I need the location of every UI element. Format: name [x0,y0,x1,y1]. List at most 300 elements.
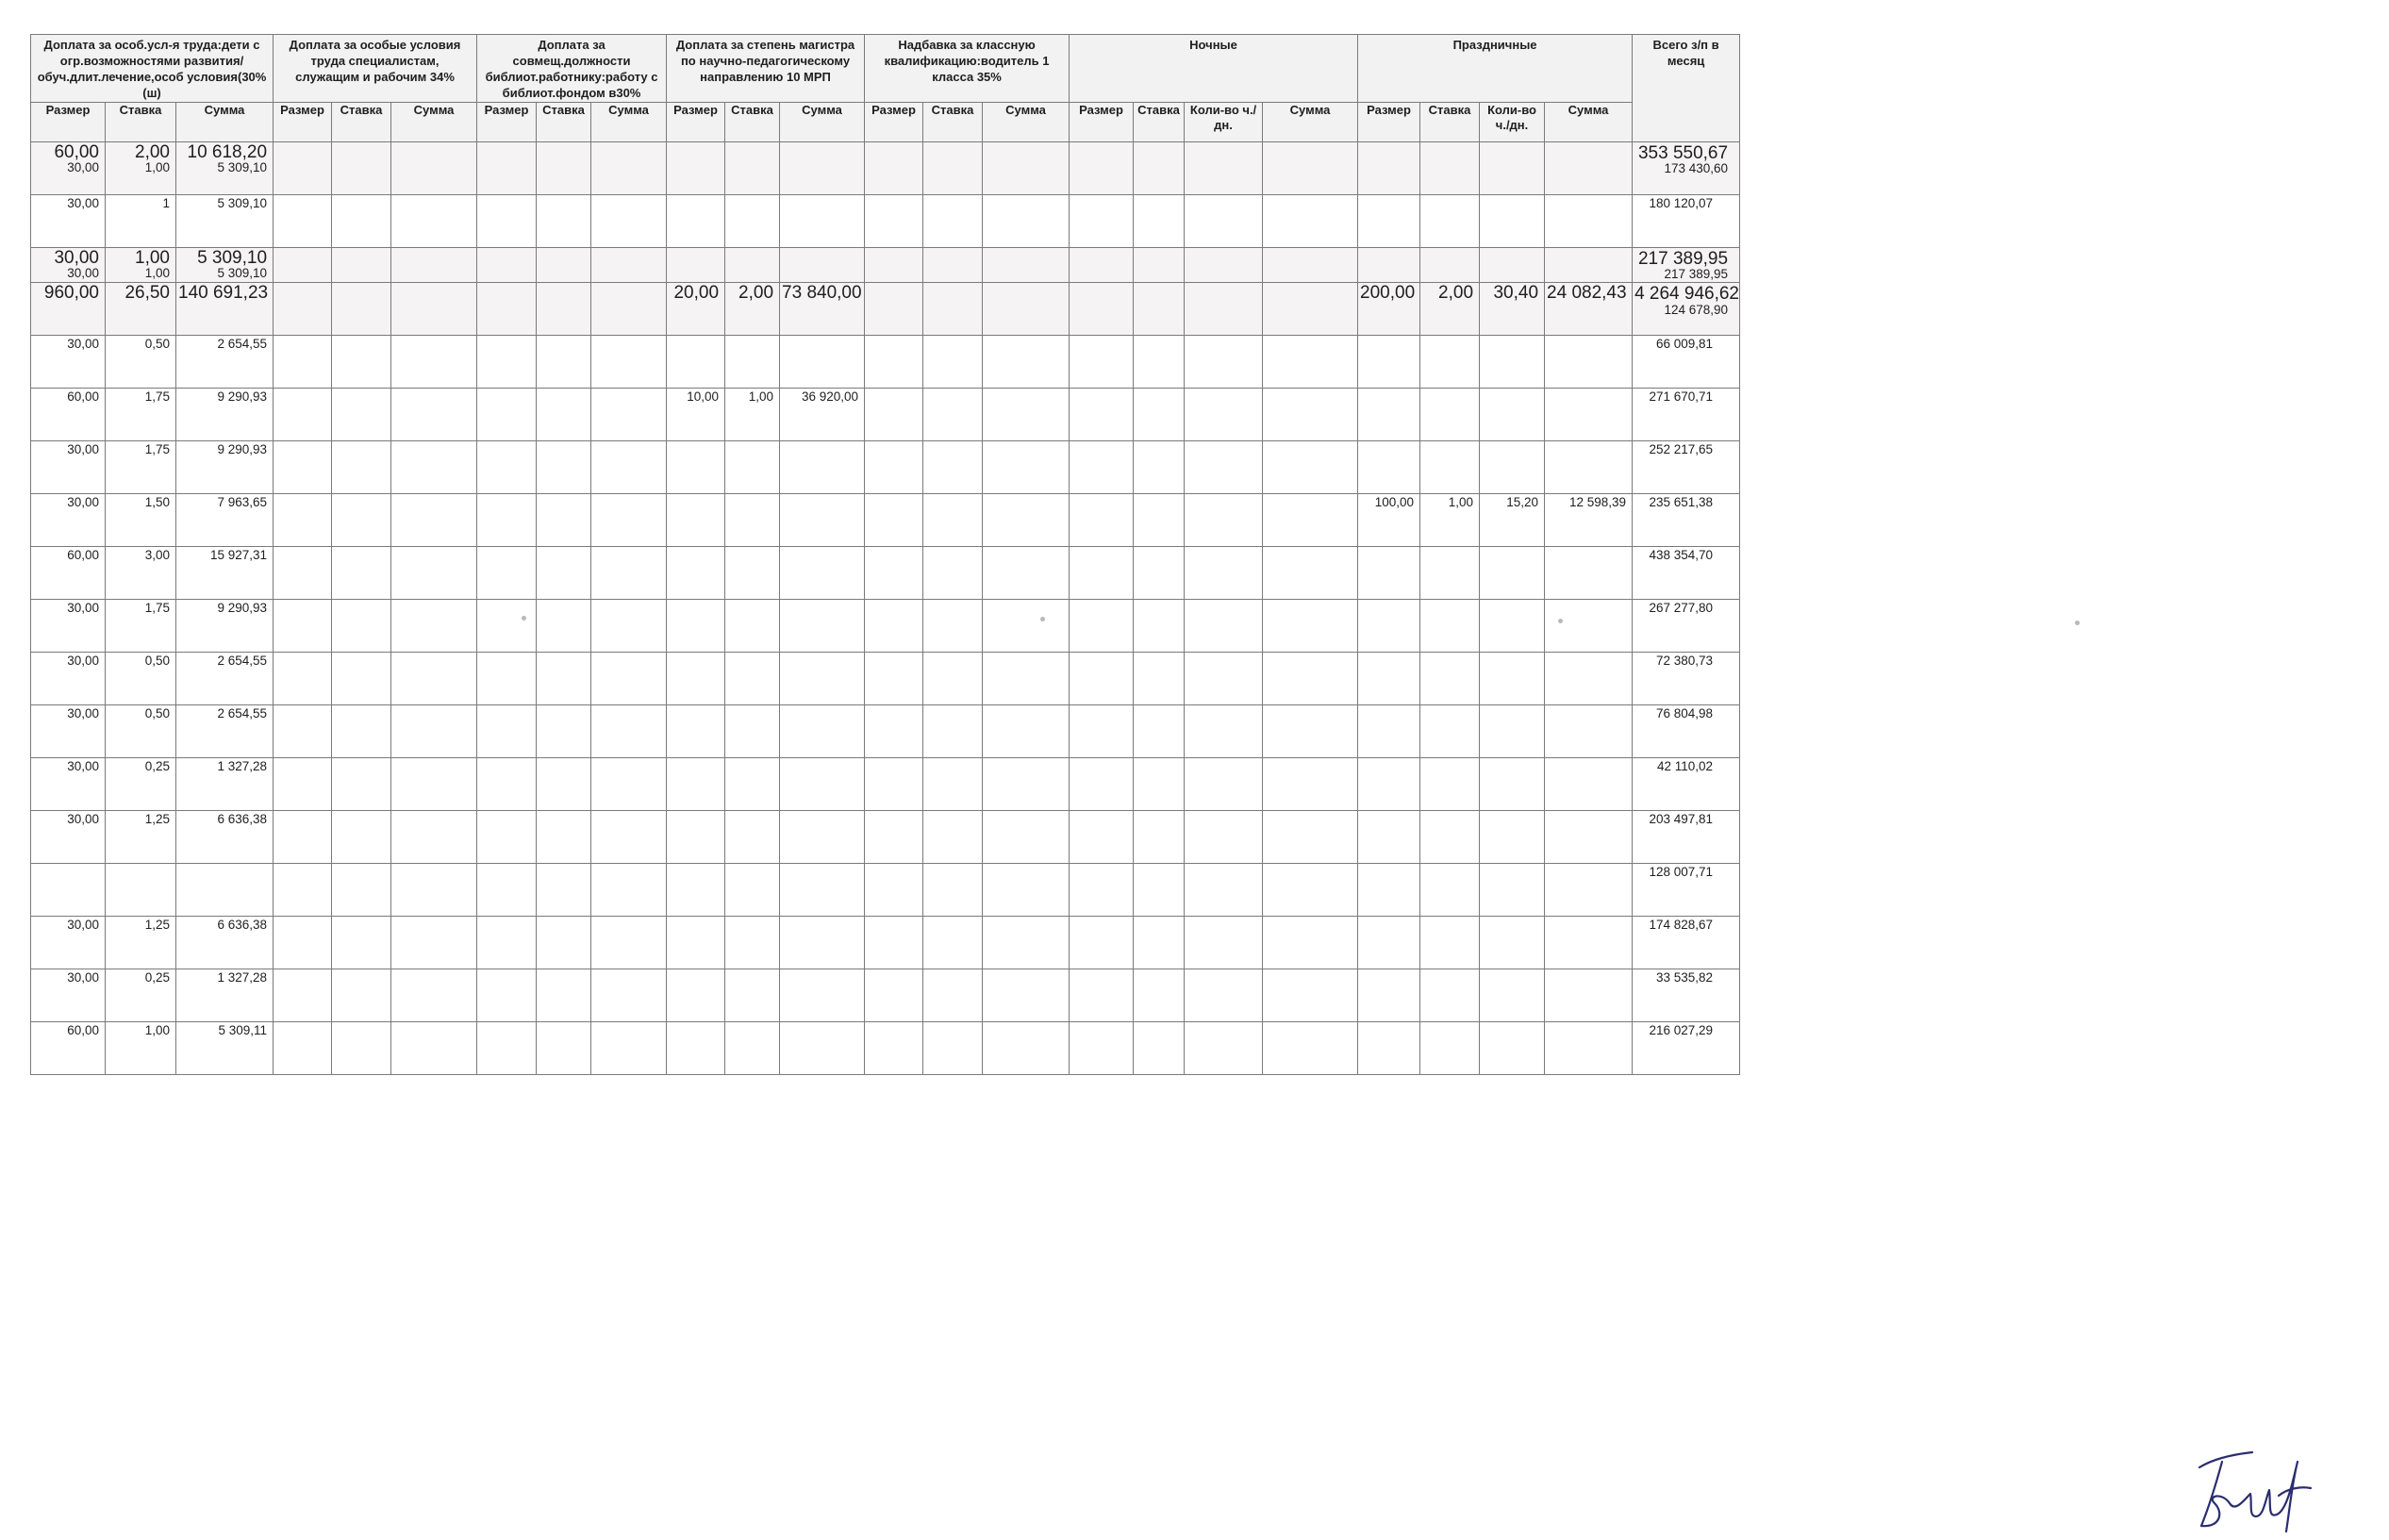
table-cell [983,247,1070,282]
table-cell [274,599,332,652]
table-cell [1358,757,1420,810]
cell-value: 1,75 [144,600,170,615]
table-cell [477,810,537,863]
table-cell [274,863,332,916]
table-row [31,282,1740,335]
table-cell [780,704,865,757]
table-cell [667,440,725,493]
table-cell [780,863,865,916]
cell-value: 0,25 [144,758,170,773]
table-cell [31,863,106,916]
table-cell [865,493,923,546]
cell-value: 1 327,28 [217,758,268,773]
table-cell [1420,863,1480,916]
table-cell [1070,916,1134,969]
cell-value: 60,00 [54,141,99,162]
table-cell [1185,194,1263,247]
table-cell [332,440,391,493]
table-cell [923,863,983,916]
table-cell [780,599,865,652]
table-cell [983,704,1070,757]
table-cell [106,810,176,863]
table-cell [31,194,106,247]
table-cell [667,194,725,247]
table-cell [106,757,176,810]
table-cell [1545,1021,1633,1074]
table-cell [1263,546,1358,599]
table-cell [1358,282,1420,335]
group-header: Надбавка за классную квалификацию:водитель 1 класса 35% [865,35,1070,103]
table-cell [332,546,391,599]
cell-value: 30,00 [67,758,99,773]
table-cell [332,282,391,335]
table-cell [537,141,591,194]
cell-value: 30,00 [54,247,99,268]
table-cell [391,757,477,810]
table-cell [1420,194,1480,247]
table-cell [176,546,274,599]
group-header: Доплата за особые условия труда специалистам, служащим и рабочим 34% [274,35,477,103]
cell-value: 2 654,55 [217,705,268,720]
table-cell [106,247,176,282]
cell-value: 1,00 [1448,494,1474,509]
cell-value: 7 963,65 [217,494,268,509]
monthly-total: 33 535,82 [1656,969,1714,985]
table-cell [1185,546,1263,599]
table-cell [865,282,923,335]
table-cell [667,599,725,652]
cell-value: 30,00 [67,494,99,509]
cell-value: 30,00 [67,969,99,985]
cell-value: 9 290,93 [217,441,268,456]
table-cell [537,282,591,335]
table-cell [725,1021,780,1074]
cell-value: 15,20 [1506,494,1539,509]
table-cell [591,282,667,335]
column-header-size: Размер [477,102,537,141]
table-cell [1480,247,1545,282]
monthly-total: 217 389,95 [1637,248,1729,269]
table-cell [106,335,176,388]
table-cell [477,652,537,704]
table-cell [537,194,591,247]
table-cell [1480,810,1545,863]
monthly-total: 438 354,70 [1649,547,1714,562]
table-cell [106,916,176,969]
cell-value: 24 082,43 [1547,282,1627,303]
table-cell [1070,493,1134,546]
cell-value: 1,25 [144,811,170,826]
cell-value: 1 [162,195,170,210]
monthly-total-cell [1633,440,1740,493]
group-header: Доплата за степень магистра по научно-педагогическому направлению 10 МРП [667,35,865,103]
table-row [31,546,1740,599]
monthly-total-cell [1633,1021,1740,1074]
table-cell [477,916,537,969]
table-cell [1420,141,1480,194]
column-header-size: Размер [1070,102,1134,141]
table-cell [1185,969,1263,1021]
cell-value: 12 598,39 [1569,494,1627,509]
table-cell [332,247,391,282]
table-cell [983,194,1070,247]
table-cell [1263,141,1358,194]
table-cell [667,388,725,440]
table-cell [537,247,591,282]
table-cell [1134,247,1185,282]
table-cell [1134,194,1185,247]
table-cell [332,335,391,388]
table-row [31,863,1740,916]
cell-value: 60,00 [67,547,99,562]
table-cell [923,546,983,599]
cell-value: 2,00 [738,282,774,303]
table-cell [274,546,332,599]
table-cell [865,652,923,704]
table-cell [391,335,477,388]
table-cell [31,388,106,440]
table-cell [106,440,176,493]
table-cell [106,652,176,704]
cell-value: 5 309,10 [217,195,268,210]
table-cell [591,335,667,388]
table-cell [591,546,667,599]
cell-subvalue: 1,00 [144,266,170,281]
table-cell [1134,493,1185,546]
table-cell [537,493,591,546]
table-cell [477,1021,537,1074]
table-cell [1263,599,1358,652]
table-cell [106,194,176,247]
table-cell [667,282,725,335]
table-cell [983,141,1070,194]
table-cell [1480,969,1545,1021]
column-header-size: Размер [1358,102,1420,141]
cell-value: 5 309,10 [197,247,268,268]
table-cell [31,282,106,335]
table-cell [1263,388,1358,440]
monthly-total-cell [1633,969,1740,1021]
table-cell [1545,282,1633,335]
table-cell [537,863,591,916]
column-header-size: Размер [667,102,725,141]
table-cell [725,440,780,493]
table-cell [1070,757,1134,810]
table-cell [780,141,865,194]
table-cell [983,810,1070,863]
table-cell [1358,1021,1420,1074]
table-cell [667,247,725,282]
table-cell [667,863,725,916]
table-cell [1134,810,1185,863]
table-cell [31,546,106,599]
table-cell [780,493,865,546]
table-cell [591,388,667,440]
table-cell [391,916,477,969]
table-cell [176,810,274,863]
table-cell [391,1021,477,1074]
cell-value: 30,00 [67,811,99,826]
table-cell [31,599,106,652]
table-cell [332,652,391,704]
table-cell [537,1021,591,1074]
table-cell [477,493,537,546]
cell-value: 1,50 [144,494,170,509]
table-cell [1480,704,1545,757]
table-cell [1185,810,1263,863]
table-cell [391,599,477,652]
payroll-table [30,34,1740,1075]
table-cell [1185,493,1263,546]
table-cell [1134,969,1185,1021]
table-cell [1420,388,1480,440]
cell-value: 30,00 [67,336,99,351]
column-header-sum: Сумма [983,102,1070,141]
table-cell [983,969,1070,1021]
cell-value: 30,00 [67,441,99,456]
table-cell [1358,810,1420,863]
column-header-rate: Ставка [725,102,780,141]
table-cell [537,388,591,440]
table-cell [1420,493,1480,546]
table-cell [780,282,865,335]
table-cell [591,493,667,546]
table-cell [1358,916,1420,969]
table-cell [667,141,725,194]
table-cell [537,810,591,863]
table-cell [1263,757,1358,810]
table-cell [106,599,176,652]
table-cell [1134,440,1185,493]
table-cell [1480,916,1545,969]
table-row [31,141,1740,194]
cell-value: 0,50 [144,653,170,668]
table-cell [106,141,176,194]
scan-speck [522,616,526,621]
cell-value: 2,00 [135,141,170,162]
cell-value: 2 654,55 [217,336,268,351]
table-cell [1134,599,1185,652]
cell-value: 1,00 [144,1022,170,1037]
table-cell [983,652,1070,704]
table-cell [1134,388,1185,440]
cell-value: 0,25 [144,969,170,985]
table-cell [274,652,332,704]
table-cell [391,493,477,546]
cell-value: 1,75 [144,389,170,404]
table-row [31,652,1740,704]
table-cell [31,247,106,282]
monthly-total-cell [1633,247,1740,282]
cell-value: 20,00 [673,282,720,303]
table-cell [983,599,1070,652]
table-cell [31,141,106,194]
table-cell [1070,969,1134,1021]
table-cell [1420,282,1480,335]
table-cell [1480,546,1545,599]
table-cell [780,757,865,810]
table-cell [1134,335,1185,388]
scan-speck [1040,617,1045,621]
table-cell [477,388,537,440]
table-cell [477,194,537,247]
cell-value: 15 927,31 [209,547,268,562]
table-cell [1070,652,1134,704]
table-cell [1420,247,1480,282]
table-cell [176,247,274,282]
table-row [31,335,1740,388]
table-cell [31,440,106,493]
cell-value: 36 920,00 [801,389,859,404]
table-cell [1134,704,1185,757]
table-cell [391,194,477,247]
table-cell [391,546,477,599]
table-cell [1480,757,1545,810]
table-cell [591,810,667,863]
table-cell [865,388,923,440]
cell-value: 60,00 [67,1022,99,1037]
table-cell [1070,141,1134,194]
table-row [31,969,1740,1021]
table-cell [591,247,667,282]
column-header-rate: Ставка [332,102,391,141]
table-cell [780,388,865,440]
table-cell [391,810,477,863]
table-row [31,440,1740,493]
monthly-total-cell [1633,335,1740,388]
table-cell [865,194,923,247]
table-cell [1545,141,1633,194]
table-cell [725,652,780,704]
table-cell [1480,440,1545,493]
table-cell [1070,388,1134,440]
table-cell [274,969,332,1021]
table-cell [106,546,176,599]
table-cell [725,388,780,440]
table-cell [667,757,725,810]
column-header-rate: Ставка [106,102,176,141]
monthly-total-sub: 124 678,90 [1664,302,1729,317]
column-header-size: Размер [31,102,106,141]
table-cell [1134,652,1185,704]
monthly-total: 267 277,80 [1649,600,1714,615]
table-cell [1070,194,1134,247]
cell-value: 6 636,38 [217,811,268,826]
monthly-total: 42 110,02 [1657,758,1714,773]
table-cell [780,546,865,599]
cell-subvalue: 5 309,10 [217,160,268,175]
cell-subvalue: 5 309,10 [217,266,268,281]
table-cell [1185,335,1263,388]
column-header-qty: Коли-во ч./дн. [1480,102,1545,141]
table-cell [31,335,106,388]
table-cell [1185,863,1263,916]
table-cell [780,916,865,969]
table-cell [31,1021,106,1074]
cell-value: 5 309,11 [218,1022,268,1037]
table-cell [1185,757,1263,810]
table-cell [106,282,176,335]
monthly-total-cell [1633,704,1740,757]
table-cell [332,969,391,1021]
table-cell [106,388,176,440]
group-header: Праздничные [1358,35,1633,103]
table-cell [1480,863,1545,916]
table-cell [176,652,274,704]
table-cell [537,704,591,757]
table-cell [1545,810,1633,863]
table-cell [332,194,391,247]
table-cell [332,916,391,969]
table-cell [923,388,983,440]
table-cell [725,863,780,916]
cell-value: 73 840,00 [782,282,862,303]
table-cell [725,194,780,247]
monthly-total-cell [1633,388,1740,440]
table-cell [1358,493,1420,546]
table-cell [1263,652,1358,704]
cell-subvalue: 30,00 [67,160,99,175]
table-cell [1070,440,1134,493]
table-cell [1358,704,1420,757]
table-cell [725,916,780,969]
cell-value: 6 636,38 [217,917,268,932]
table-cell [1134,1021,1185,1074]
table-cell [1545,916,1633,969]
table-cell [274,282,332,335]
table-cell [667,546,725,599]
cell-value: 30,00 [67,705,99,720]
table-cell [31,810,106,863]
table-cell [477,704,537,757]
table-cell [274,810,332,863]
column-header-sum: Сумма [591,102,667,141]
table-cell [1420,652,1480,704]
table-cell [1420,916,1480,969]
table-cell [725,969,780,1021]
table-cell [983,1021,1070,1074]
cell-value: 1,25 [144,917,170,932]
table-row [31,599,1740,652]
table-cell [537,969,591,1021]
table-cell [923,916,983,969]
column-header-qty: Коли-во ч./дн. [1185,102,1263,141]
table-cell [477,757,537,810]
monthly-total-cell [1633,810,1740,863]
table-cell [332,704,391,757]
table-cell [725,546,780,599]
table-cell [1263,969,1358,1021]
table-cell [1263,335,1358,388]
table-cell [176,757,274,810]
table-cell [176,194,274,247]
cell-value: 10,00 [687,389,720,404]
table-cell [1263,440,1358,493]
table-cell [31,704,106,757]
group-header: Доплата за совмещ.должности библиот.работнику:работу с библиот.фондом в30% [477,35,667,103]
table-cell [332,757,391,810]
cell-subvalue: 1,00 [144,160,170,175]
table-cell [1070,546,1134,599]
monthly-total: 76 804,98 [1656,705,1714,720]
table-cell [176,599,274,652]
table-cell [1185,282,1263,335]
table-cell [865,757,923,810]
table-cell [274,388,332,440]
table-cell [274,194,332,247]
cell-value: 2 654,55 [217,653,268,668]
table-cell [1545,440,1633,493]
